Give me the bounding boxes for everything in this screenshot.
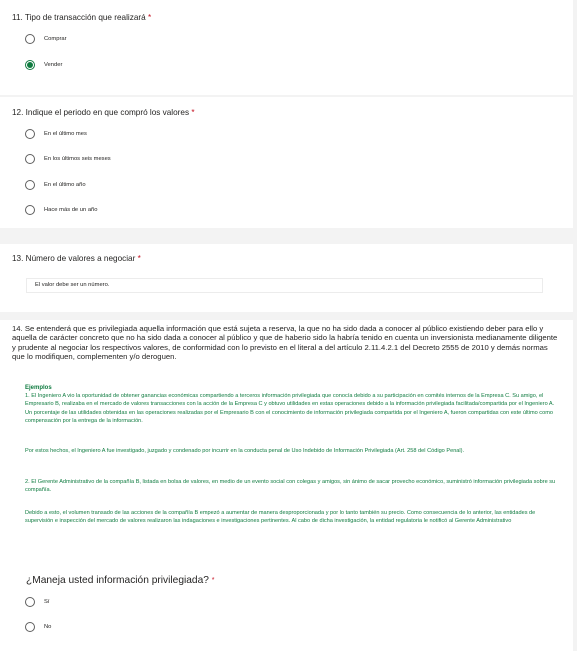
option-comprar[interactable] bbox=[25, 32, 67, 46]
question-card-13 bbox=[0, 244, 573, 312]
radio-button[interactable] bbox=[25, 129, 35, 139]
required-marker: * bbox=[147, 13, 152, 22]
required-marker: * bbox=[137, 254, 141, 263]
radio-button[interactable] bbox=[25, 205, 35, 215]
radio-button[interactable] bbox=[25, 597, 35, 607]
option-label: Vender bbox=[44, 62, 63, 68]
option-label: Comprar bbox=[44, 36, 67, 42]
question-card-11 bbox=[0, 0, 573, 95]
radio-button[interactable] bbox=[25, 180, 35, 190]
example-2: 2. El Gerente Administrativo de la compañía B, listada en bolsa de valores, en medio de un evento social con colegas y amigos, sin ánimo de sacar provecho económico, suministró información privilegiada sobre su compañía. bbox=[25, 479, 556, 494]
option-ultimo-ano[interactable] bbox=[25, 178, 86, 192]
radio-button-selected[interactable] bbox=[25, 60, 35, 70]
question-intro: 14. Se entenderá que es privilegiada aquella información que está sujeta a reserva, la que no ha sido dada a conocer al público existiendo deber para ello y aquella de carácter concreto que no ha sido dada a conocer al público y que de haberio sido la habría tenido en cuenta un inversionista medianamente diligente y prudente al negociar los respectivos valores, de conformidad con lo previsto en el literal a del artículo 2.11.4.2.1 del Decreto 2555 de 2010 y demás normas que lo modifiquen, complementen y/o deroguen. bbox=[12, 324, 558, 362]
examples-heading: Ejemplos bbox=[25, 385, 52, 391]
option-label: Hace más de un año bbox=[44, 207, 98, 213]
option-label: No bbox=[44, 624, 52, 630]
radio-button[interactable] bbox=[25, 34, 35, 44]
examples-block bbox=[25, 384, 561, 425]
number-input[interactable]: El valor debe ser un número. bbox=[26, 278, 543, 293]
question-title: 11. Tipo de transacción que realizará * bbox=[12, 13, 152, 22]
example-2-consequence: Debido a esto, el volumen transado de las acciones de la compañía B empezó a aumentar de manera desproporcionada y por lo tanto también su precio. Como consecuencia de lo anterior, las entidades de supervisión e inspección del mercado de valores realizaron las indagaciones e investigaciones pertinentes. Al cabo de dicha investigación, la entidad regulatoria le notificó al Gerente Administrativo bbox=[25, 510, 536, 525]
option-ultimo-mes[interactable] bbox=[25, 127, 87, 141]
required-marker: * bbox=[191, 108, 195, 117]
required-marker: * bbox=[211, 577, 215, 584]
question-title: 12. Indique el periodo en que compró los valores * bbox=[12, 108, 195, 117]
option-label: En el último mes bbox=[44, 131, 87, 137]
option-vender[interactable] bbox=[25, 58, 62, 72]
option-no[interactable] bbox=[25, 620, 51, 634]
question-title: ¿Maneja usted información privilegiada? * bbox=[26, 575, 215, 586]
option-label: Sí bbox=[44, 599, 50, 605]
example-1: 1. El Ingeniero A vio la oportunidad de obtener ganancias económicas compartiendo a terceros información privilegiada que conocía debido a su participación en comités internos de la Empresa C. Su amigo, el Empresario B, realizaba en el mercado de valores transacciones con la acción de la Empresa C y obtuvo utilidades en estas operaciones debido a la información privilegiada facilitada/compartida por el Ingeniero A. Un porcentaje de las utilidades obtenidas en las operaciones realizadas por el Empresario B con el conocimiento de información privilegiada compartida por el Ingeniero A, fueron compartidas con este último como compensación por la entrega de la información. bbox=[25, 393, 555, 424]
option-mas-de-un-ano[interactable] bbox=[25, 203, 98, 217]
option-seis-meses[interactable] bbox=[25, 152, 111, 166]
option-label: En el último año bbox=[44, 182, 86, 188]
question-card-12 bbox=[0, 97, 573, 228]
option-label: En los últimos seis meses bbox=[44, 156, 111, 162]
question-card-14 bbox=[0, 320, 573, 651]
example-1-consequence: Por estos hechos, el Ingeniero A fue investigado, juzgado y condenado por incurrir en la conducta penal de Uso Indebido de Información Privilegiada (Art. 258 del Código Penal). bbox=[25, 448, 465, 454]
option-si[interactable] bbox=[25, 595, 49, 609]
question-title: 13. Número de valores a negociar * bbox=[12, 254, 141, 263]
radio-button[interactable] bbox=[25, 622, 35, 632]
radio-button[interactable] bbox=[25, 154, 35, 164]
